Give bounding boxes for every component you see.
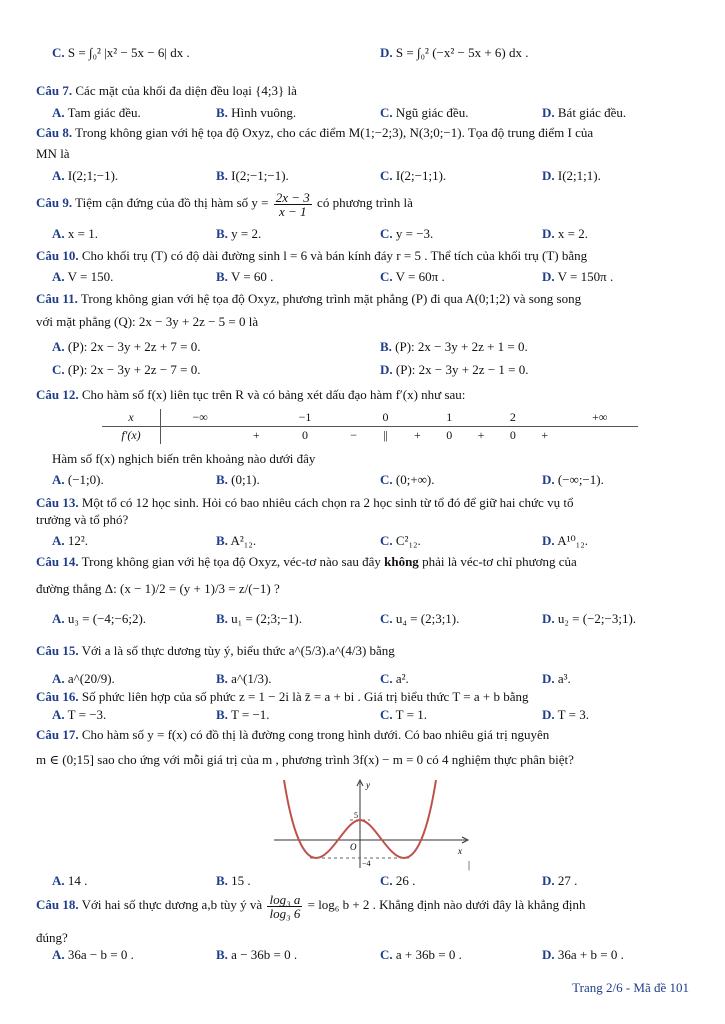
q12-stem: Câu 12. Cho hàm số f(x) liên tục trên R và có bảng xét dấu đạo hàm f′(x) như sau: [36,387,466,402]
q13-stem-2: trưởng và tổ phó? [36,512,129,527]
q18-stem-2: đúng? [36,930,68,945]
q12-stem-2: Hàm số f(x) nghịch biến trên khoảng nào dưới đây [52,451,316,466]
q6-option-c: S = ∫₀² |x² − 5x − 6| dx . [67,45,190,60]
q11-stem-2: với mặt phẳng (Q): 2x − 3y + 2z − 5 = 0 là [36,314,259,329]
sign-table-x-header: x [102,409,161,427]
q9-stem: Câu 9. Tiệm cận đứng của đồ thị hàm số y = $\frac{2x - 3}{x - 1}$ có phương trình là [36,189,413,219]
q16-stem: Câu 16. Số phức liên hợp của số phức z = 1 − 2i là z̄ = a + bi . Giá trị biểu thức T = a + b bằng [36,689,529,704]
q10-stem: Câu 10. Cho khối trụ (T) có độ dài đường sinh l = 6 và bán kính đáy r = 5 . Thể tích của khối trụ (T) bằng [36,248,588,263]
q8-stem: Câu 8. Trong không gian với hệ tọa độ Oxyz, cho các điểm M(1;−2;3), N(3;0;−1). Tọa độ trung điểm I của [36,125,594,140]
q13-stem: Câu 13. Một tổ có 12 học sinh. Hỏi có bao nhiêu cách chọn ra 2 học sinh từ tổ đó để giữ hai chức vụ tổ [36,495,574,510]
page-footer: Trang 2/6 - Mã đề 101 [572,980,689,995]
sign-table: x −∞ −1 0 1 2 +∞ f′(x) + 0 − || + 0 + 0 + [102,409,638,444]
exam-page: C. S = ∫₀² |x² − 5x − 6| dx . D. S = ∫₀² (−x² − 5x + 6) dx . Câu 7. Các mặt của khối đa diện đều loại {4;3} là A. Tam giác đều. B. Hình vuông. C. Ngũ giác đều. D. Bát giác đều. Câu 8. Trong không gian với hệ tọa độ Oxyz, cho các điểm M(1;−2;3), N(3;0;−1). Tọa độ trung điểm I của MN là A. I(2;1;−1). B. I(2;−1;−1). C. I(2;−1;1). D. I(2;1;1). Câu 9. Tiệm cận đứng của đồ thị hàm số y = $\frac{2x - 3}{x - 1}$ có phương trình là A. x = 1. B. y = 2. C. y = −3. D. x = 2. Câu 10. Cho khối trụ (T) có độ dài đường sinh l = 6 và bán kính đáy r = 5 . Thể tích của khối trụ (T) bằng A. V = 150. B. V = 60 . C. V = 60π . D. V = 150π . Câu 11. Trong không gian với hệ tọa độ Oxyz, phương trình mặt phẳng (P) đi qua A(0;1;2) và song song với mặt phẳng (Q): 2x − 3y + 2z − 5 = 0 là A. (P): 2x − 3y + 2z + 7 = 0. B. (P): 2x − 3y + 2z + 1 = 0. C. (P): 2x − 3y + 2z − 7 = 0. D. (P): 2x − 3y + 2z − 1 = 0. Câu 12. Cho hàm số f(x) liên tục trên R và có bảng xét dấu đạo hàm f′(x) như sau: x −∞ −1 0 1 2 +∞ f′(x) + 0 − || + 0 + 0 + Hàm số f(x) nghịch biến trên khoảng nào dưới đây A. (−1;0). B. (0;1). C. (0;+∞). D. (−∞;−1). Câu 13. Một tổ có 12 học sinh. Hỏi có bao nhiêu cách chọn ra 2 học sinh từ tổ đó để giữ hai chức vụ tổ trưởng và tổ phó? A. 12². B. A²₁₂. C. C²₁₂. D. A¹⁰₁₂. Câu 14. Trong không gian với hệ tọa độ Oxyz, véc-tơ nào sau đây không phải là véc-tơ chỉ phương của đường thẳng Δ: (x − 1)/2 = (y + 1)/3 = z/(−1) ? A. u₃ = (−4;−6;2). B. u₁ = (2;3;−1). C. u₄ = (2;3;1). D. u₂ = (−2;−3;1). Câu 15. Với a là số thực dương tùy ý, biểu thức a^(5/3).a^(4/3) bằng A. a^(20/9). B. a^(1/3). C. a². D. a³. Câu 16. Số phức liên hợp của số phức z = 1 − 2i là z̄ = a + bi . Giá trị biểu thức T = a + b bằng A. T = −3. B. T = −1. C. T = 1. D. T = 3. Câu 17. Cho hàm số y = f(x) có đồ thị là đường cong trong hình dưới. Có bao nhiêu giá trị nguyên m ∈ (0;15] sao cho ứng với mỗi giá trị của m , phương trình 3f(x) − m = 0 có 4 nghiệm thực phân biệt? y x O 5 −4 | A. 14 . B. 15 . C. 26 . D. 27 . Câu 18. Với hai số thực dương a,b tùy ý và $\frac{\text{log₃ a}}{\text{log₃ 6}}$ = log₆ b + 2 . Khẳng định nào dưới đây là khẳng định đúng? A. 36a − b = 0 . B. a − 36b = 0 . C. a + 36b = 0 . D. 36a + b = 0 . Trang 2/6 - Mã đề 101 [0,0,725,1024]
q17-stem-2: m ∈ (0;15] sao cho ứng với mỗi giá trị của m , phương trình 3f(x) − m = 0 có 4 nghiệm thực phân biệt? [36,752,574,767]
q14-stem-2: đường thẳng Δ: (x − 1)/2 = (y + 1)/3 = z/(−1) ? [36,581,280,596]
q8-stem-2: MN là [36,146,70,161]
x-label: x [458,846,462,856]
q7-stem: Câu 7. Các mặt của khối đa diện đều loại {4;3} là [36,83,297,98]
y-label: y [366,780,370,790]
q17-stem: Câu 17. Cho hàm số y = f(x) có đồ thị là đường cong trong hình dưới. Có bao nhiêu giá trị nguyên [36,727,550,742]
ym4-label: −4 [362,859,371,868]
q18-stem: Câu 18. Với hai số thực dương a,b tùy ý và $\frac{\text{log₃ a}}{\text{log₃ 6}}$ = log₆ b + 2 . Khẳng định nào dưới đây là khẳng định [36,891,586,921]
q11-stem: Câu 11. Trong không gian với hệ tọa độ Oxyz, phương trình mặt phẳng (P) đi qua A(0;1;2) và song song [36,291,582,306]
q6-option-d: S = ∫₀² (−x² − 5x + 6) dx . [395,45,529,60]
q14-stem: Câu 14. Trong không gian với hệ tọa độ Oxyz, véc-tơ nào sau đây không phải là véc-tơ chỉ phương của [36,554,577,569]
q17-graph [270,778,480,872]
tick-mark: | [468,860,471,871]
q15-stem: Câu 15. Với a là số thực dương tùy ý, biểu thức a^(5/3).a^(4/3) bằng [36,643,395,658]
sign-table-fprime-header: f′(x) [102,427,161,445]
origin-label: O [350,842,357,852]
y5-label: 5 [354,811,358,820]
